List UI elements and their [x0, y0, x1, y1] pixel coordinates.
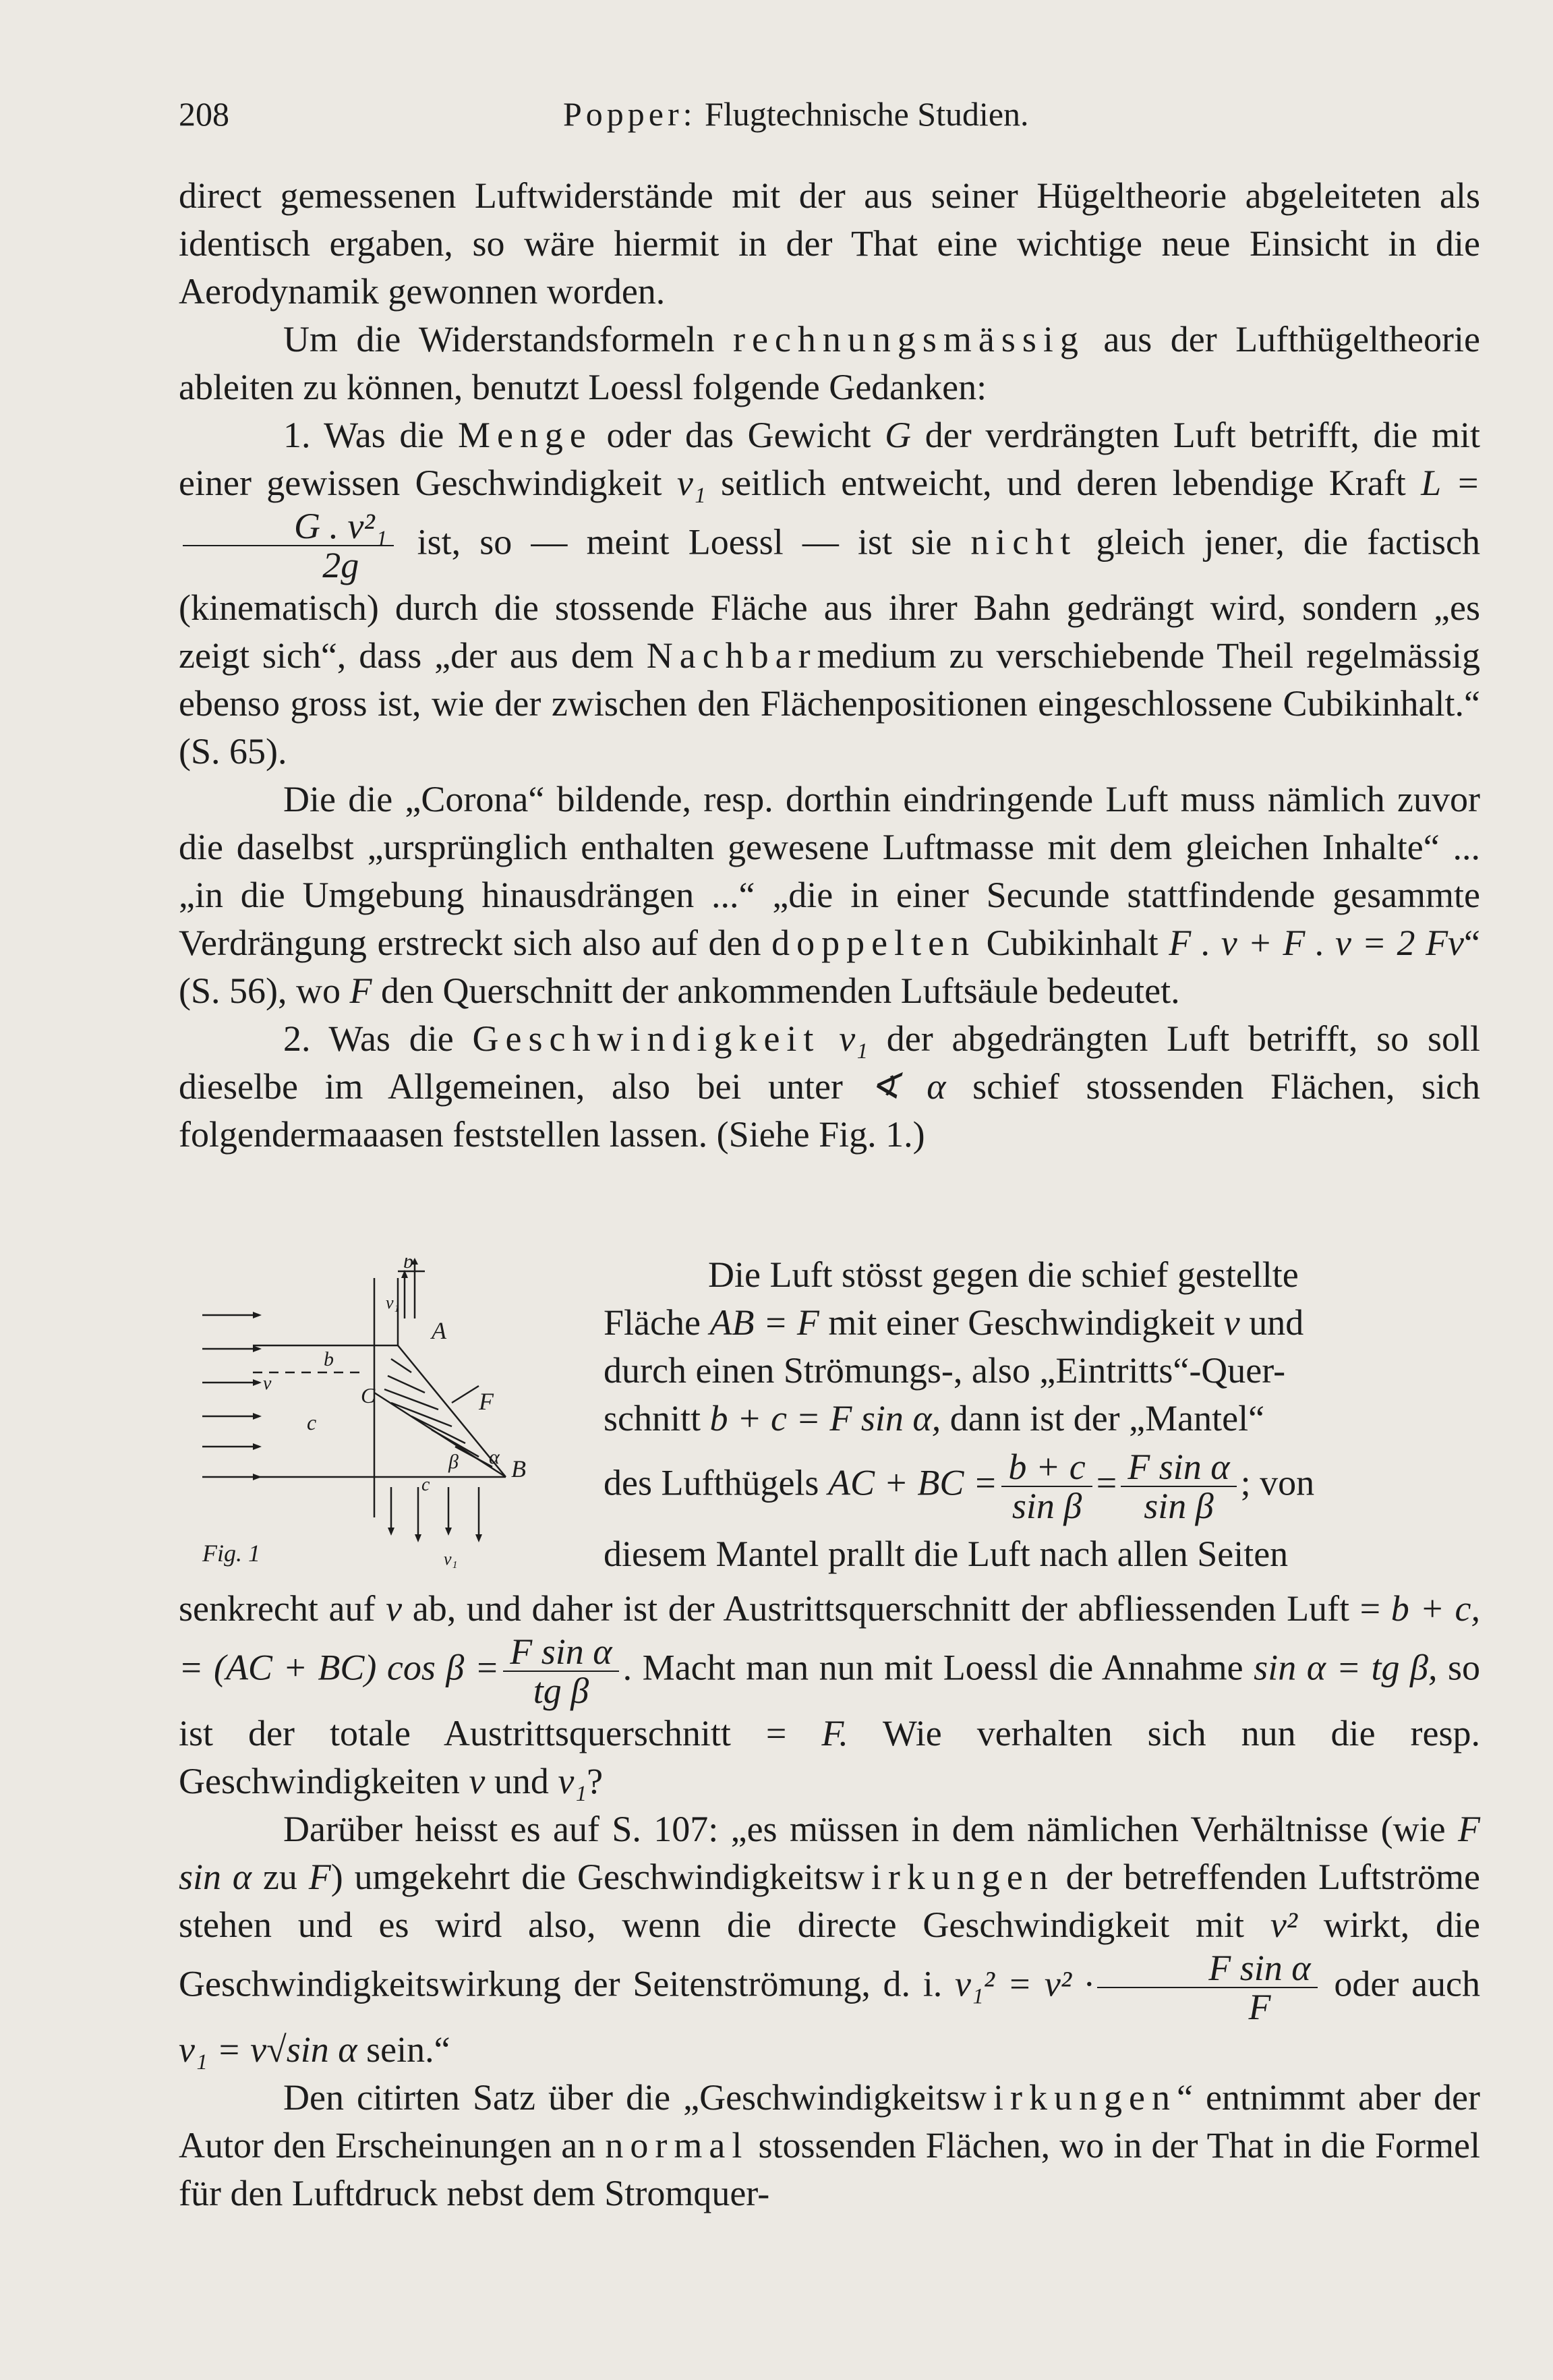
frac-denominator: 2g	[322, 545, 359, 585]
paragraph-4	[179, 776, 1480, 1015]
p8-spaced-2: normal	[605, 2125, 749, 2166]
wrap-line-6: diesem Mantel prallt die Luft nach allen Seiten	[604, 1534, 1289, 1574]
p5-b: der abgedrängten Luft betrifft, so soll dieselbe im Allgemeinen, also bei unter	[179, 1018, 1480, 1107]
p6-b: ab, und daher ist der Austrittsquerschnitt der abfliessenden Luft =	[402, 1588, 1391, 1629]
fig-label-c-bottom: c	[421, 1474, 430, 1495]
mantel-1-num: b + c	[1001, 1448, 1092, 1487]
fraction-austritt	[503, 1633, 618, 1710]
figure-1-drawing	[189, 1258, 566, 1608]
p3-a: 1. Was die	[283, 415, 458, 455]
wrap-l4c: dann ist der „Mantel“	[941, 1398, 1265, 1439]
wrap-line-4	[604, 1395, 1480, 1443]
frac-numerator: G . v²₁	[183, 507, 394, 546]
p6-formula-2: sin α = tg β,	[1254, 1647, 1438, 1688]
fig-label-A: A	[432, 1317, 446, 1344]
wrap-line-3: durch einen Strömungs-, also „Eintritts“-Quer-	[604, 1350, 1286, 1391]
wrap-l2a: Fläche	[604, 1302, 710, 1343]
wrap-l2b: AB = F	[709, 1302, 819, 1343]
p7-f1: F sin α	[179, 1809, 1480, 1897]
wrap-line-5	[604, 1448, 1480, 1525]
p2-spaced: rechnungsmässig	[732, 319, 1085, 359]
running-title	[563, 94, 1029, 134]
mantel-2-num: F sin α	[1121, 1448, 1236, 1487]
paragraph-7	[179, 1805, 1480, 2074]
fig-label-alpha: α	[489, 1446, 500, 1468]
wrap-l5a: des Lufthügels	[604, 1462, 828, 1503]
p8-b: “ entnimmt aber der Autor den Erscheinungen an	[179, 2077, 1480, 2166]
fraction-mantel-2	[1121, 1448, 1236, 1525]
fraction-mantel-1	[1001, 1448, 1092, 1525]
p3-v1: v₁	[676, 463, 706, 503]
figure-wrap-text	[604, 1251, 1480, 1578]
p3-b: oder das Gewicht	[592, 415, 885, 455]
p4-formula: F . v + F . v = 2 Fv	[1169, 923, 1465, 963]
paragraph-3	[179, 411, 1480, 776]
wrap-l2d: v	[1223, 1302, 1240, 1343]
p8-spaced-1: wirkungen	[960, 2077, 1177, 2118]
p3-f: gleich jener, die factisch (kinematisch) durch die stossende Fläche aus ihrer Bahn gedrängt wird, sondern „es zeigt sich“, dass „der aus dem	[179, 521, 1481, 676]
p7-zu: zu	[252, 1857, 309, 1897]
p6-a: senkrecht auf	[179, 1588, 386, 1629]
p3-e: ist, so — meint Loessl — ist sie	[398, 521, 971, 562]
seiten-den: F	[1248, 1987, 1271, 2027]
p5-spaced: Geschwindigkeit	[472, 1018, 821, 1059]
p3-d: seitlich entweicht, und deren lebendige Kraft	[705, 463, 1422, 503]
text-block-bottom	[179, 1585, 1480, 2217]
p5-c: schief stossenden Flächen, sich folgendermaaasen feststellen lassen. (Siehe Fig. 1.)	[179, 1066, 1481, 1155]
p8-c: stossenden Flächen, wo in der That in die Formel für den Luftdruck nebst dem Stromquer-	[179, 2125, 1480, 2213]
figure-1	[189, 1258, 566, 1608]
p7-b: ) umgekehrt die Geschwindigkeits	[330, 1857, 838, 1897]
fig-label-v: v	[263, 1373, 272, 1394]
p7-spaced: wirkungen	[838, 1857, 1055, 1897]
fig-label-C: C	[361, 1383, 376, 1407]
austritt-den: tg β	[533, 1671, 589, 1711]
austritt-num: F sin α	[503, 1633, 618, 1672]
p6-v2: v	[469, 1761, 486, 1801]
fig-label-b-top: b	[403, 1258, 413, 1273]
paragraph-8	[179, 2074, 1480, 2217]
p4-d: den Querschnitt der ankommenden Luftsäule bedeutet.	[372, 970, 1180, 1011]
p7-d: wirkt, die Geschwindigkeitswirkung der Seitenströmung, d. i.	[179, 1905, 1480, 2004]
wrap-line-2	[604, 1299, 1480, 1347]
wrap-l2c: mit einer Geschwindigkeit	[819, 1302, 1224, 1343]
p6-v: v	[386, 1588, 403, 1629]
p4-b: Cubikinhalt	[976, 923, 1169, 963]
p6-F: F.	[821, 1713, 848, 1753]
mantel-1-den: sin β	[1012, 1486, 1082, 1526]
fig-label-b: b	[324, 1348, 334, 1370]
wrap-l2e: und	[1239, 1302, 1304, 1343]
running-header	[179, 94, 1480, 148]
p3-nicht: nicht	[970, 521, 1078, 562]
p7-f3: v₁² = v² ·	[955, 1963, 1094, 2004]
paragraph-1: direct gemessenen Luftwiderstände mit der aus seiner Hügeltheorie abgeleiteten als identisch ergaben, so wäre hiermit in der That eine wichtige neue Einsicht in die Aerodynamik gewonnen worden.	[179, 175, 1480, 312]
fraction-kinetic-energy	[183, 507, 394, 584]
wrap-l4b: b + c = F sin α,	[709, 1398, 941, 1439]
p3-L: L =	[1421, 463, 1481, 503]
p7-f: sein.“	[357, 2029, 450, 2070]
p8-a: Den citirten Satz über die „Geschwindigkeits	[283, 2077, 961, 2118]
wrap-l5b: AC + BC =	[827, 1462, 998, 1503]
p4-a: Die die „Corona“ bildende, resp. dorthin eindringende Luft muss nämlich zuvor die daselbst „ursprünglich enthalten gewesene Luftmasse mit dem gleichen Inhalte“ ... „in die Umgebung hinausdrängen ...“ „die in einer Secunde stattfindende gesammte Verdrängung erstreckt sich also auf den	[179, 779, 1480, 963]
p7-f2: F	[308, 1857, 331, 1897]
p4-F: F	[349, 970, 372, 1011]
p5-angle: ∢ α	[869, 1066, 946, 1107]
paragraph-2	[179, 316, 1480, 411]
fraction-seitenstroemung	[1097, 1949, 1317, 2026]
wrap-l4a: schnitt	[604, 1398, 710, 1439]
paragraph-6	[179, 1585, 1480, 1805]
p6-formula-1: b + c, = (AC + BC) cos β =	[179, 1588, 1480, 1688]
fig-label-F: F	[479, 1388, 494, 1415]
header-title: Flugtechnische Studien.	[705, 95, 1029, 133]
p3-g: medium zu verschiebende Theil regelmässig ebenso gross ist, wie der zwischen den Flächenpositionen eingeschlossene Cubikinhalt.“ (S. 65).	[179, 635, 1480, 772]
p6-c: . Macht man nun mit Loessl die Annahme	[622, 1647, 1254, 1688]
p5-a: 2. Was die	[283, 1018, 473, 1059]
header-author: Popper:	[563, 95, 697, 133]
fig-label-v1-top: v₁	[386, 1293, 400, 1312]
p6-v1: v₁	[558, 1761, 587, 1801]
p2-text-b: aus der Lufthügeltheorie ableiten zu können, benutzt Loessl folgende Gedanken:	[179, 319, 1480, 407]
mantel-2-den: sin β	[1144, 1486, 1214, 1526]
wrap-eq: =	[1096, 1462, 1117, 1503]
wrap-l5c: ; von	[1240, 1462, 1315, 1503]
p3-nachbar: Nachbar	[646, 635, 817, 676]
p7-c: der betreffenden Luftströme stehen und es wird also, wenn die directe Geschwindigkeit mit	[179, 1857, 1480, 1945]
p3-G: G	[885, 415, 912, 455]
p6-und: und	[485, 1761, 558, 1801]
p6-e: Wie verhalten sich nun die resp. Geschwindigkeiten	[179, 1713, 1480, 1801]
seiten-num: F sin α	[1097, 1949, 1317, 1988]
p7-a: Darüber heisst es auf S. 107: „es müssen in dem nämlichen Verhältnisse (wie	[283, 1809, 1458, 1849]
p3-spaced: Menge	[457, 415, 593, 455]
paragraph-5	[179, 1015, 1480, 1159]
p7-v2: v²	[1270, 1905, 1297, 1945]
p5-v1: v₁	[820, 1018, 868, 1059]
p3-c: der verdrängten Luft betrifft, die mit einer gewissen Geschwindigkeit	[179, 415, 1480, 503]
wrap-line-1: Die Luft stösst gegen die schief gestellte	[708, 1254, 1299, 1295]
p4-spaced: doppelten	[771, 923, 976, 963]
p7-f4: v₁ = v√sin α	[179, 2029, 357, 2070]
fig-label-c: c	[307, 1410, 317, 1434]
fig-caption: Fig. 1	[202, 1540, 260, 1567]
p2-text-a: Um die Widerstandsformeln	[283, 319, 733, 359]
p6-q: ?	[587, 1761, 604, 1801]
p6-d: so ist der totale Austrittsquerschnitt =	[179, 1647, 1481, 1753]
text-block-top	[179, 172, 1480, 1159]
p7-e: oder auch	[1321, 1963, 1480, 2004]
page-number: 208	[179, 95, 229, 133]
fig-label-v1-bottom: v₁	[444, 1549, 458, 1569]
p4-c: “ (S. 56), wo	[179, 923, 1480, 1011]
fig-label-beta: β	[448, 1451, 459, 1473]
fig-label-B: B	[511, 1455, 526, 1482]
